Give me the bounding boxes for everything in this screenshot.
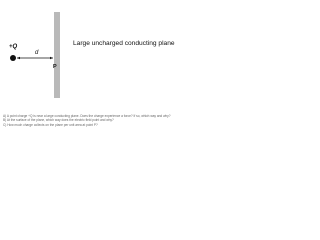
question-list <box>3 114 198 127</box>
diagram <box>0 0 200 98</box>
arrow-head-left <box>17 57 20 60</box>
question-item: A) A point charge +Q is near a large conducting plane. Does the charge experience a force? If so, which way and why? <box>3 114 171 118</box>
charge-label: +Q <box>9 44 18 50</box>
point-p-label: P <box>53 64 57 70</box>
distance-arrow <box>0 0 200 98</box>
plane-label: Large uncharged conducting plane <box>73 40 175 47</box>
distance-label: d <box>35 50 39 56</box>
question-item: B) At the surface of the plane, which way does the electric field point and why? <box>3 118 114 123</box>
question-item: C) How much charge collects on the plane per unit area at point P? <box>3 122 98 127</box>
arrow-head-right <box>50 57 53 60</box>
